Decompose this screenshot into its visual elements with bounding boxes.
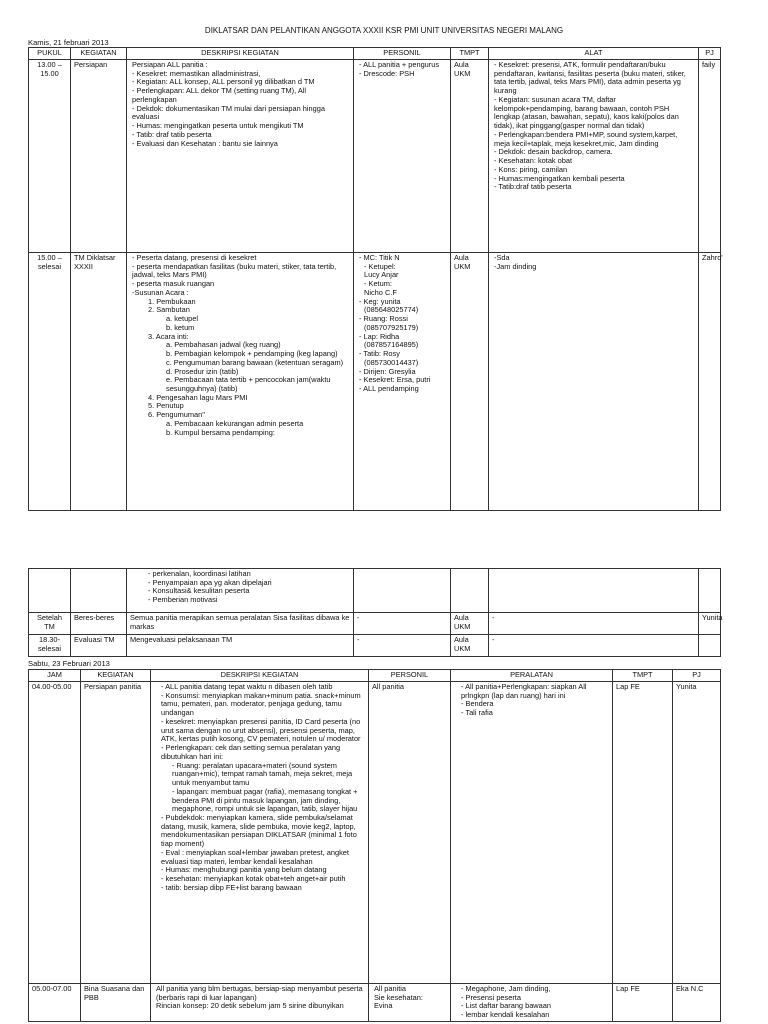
- list-item: b. Kumpul bersama pendamping:: [166, 427, 275, 437]
- list-item: - Pemberian motivasi: [148, 595, 218, 605]
- list-item: -Jam dinding: [494, 261, 537, 271]
- list-item: - Dekdok: desain backdrop, camera.: [494, 147, 613, 157]
- cell-deskripsi: [151, 682, 369, 984]
- cell-tmpt: Aula UKM: [451, 635, 489, 657]
- list-item: - Bendera: [461, 699, 494, 709]
- cell-alat: -: [489, 613, 699, 635]
- list-item: (087857164895): [364, 340, 419, 350]
- list-item: c. Pengumuman barang bawaan (ketentuan seragam): [166, 357, 344, 367]
- list-item: - perkenalan, koordinasi latihan: [148, 569, 251, 578]
- col-header-pukul: PUKUL: [29, 48, 71, 60]
- table-row: [29, 682, 721, 984]
- list-item: - All panitia+Perlengkapan: siapkan All prlngkpn (lap dan ruang) hari ini: [461, 682, 587, 700]
- list-item: 6. Pengumuman": [148, 410, 205, 420]
- list-item: a. Pembacaan kekurangan admin peserta: [166, 418, 304, 428]
- cell-deskripsi: [127, 569, 354, 613]
- day-label-sabtu: Sabtu, 23 Februari 2013: [28, 659, 110, 668]
- cell-pukul: 18.30- selesai: [29, 635, 71, 657]
- cell-personil: [354, 253, 451, 511]
- cell-tmpt: Aula UKM: [451, 253, 489, 511]
- cell-pj: faily: [699, 60, 721, 253]
- list-item: - Ketupel:: [364, 261, 396, 271]
- list-item: - peserta masuk ruangan: [132, 279, 215, 289]
- list-item: - Perlengkapan:bendera PMI+MP, sound system,karpet, meja kecil+taplak, meja kesekret,mic, Jam dinding: [494, 129, 678, 148]
- list-item: - Kegiatan: ALL konsep, ALL personil yg dilibatkan d TM: [132, 77, 315, 87]
- list-item: - Tali rafia: [461, 708, 493, 718]
- cell-pj: Eka N.C: [673, 984, 721, 1022]
- list-item: - Ruang: Rossi: [359, 314, 408, 324]
- list-item: - Humas:mengingatkan kembali peserta: [494, 173, 625, 183]
- col-header-deskripsi: DESKRIPSI KEGIATAN: [127, 48, 354, 60]
- list-item: - List daftar barang bawaan: [461, 1001, 551, 1011]
- list-item: - Kesekret: presensi, ATK, formulir pendaftaran/buku pendaftaran, kwitansi, fasilitas peserta (buku materi, stiker, tata tertib, jadwal, teks Mars PMI), data admin peserta yg kurang: [494, 60, 686, 96]
- list-item: Lucy Anjar: [364, 270, 399, 280]
- list-item: - Eval : menyiapkan soal+lembar jawaban pretest, angket evaluasi tiap materi, lembar kendali kesalahan: [161, 847, 349, 866]
- col-header-deskripsi: DESKRIPSI KEGIATAN: [151, 670, 369, 682]
- table-row: [29, 60, 721, 253]
- list-item: - Kesekret: memastikan alladministrasi,: [132, 68, 261, 78]
- cell-pj: Zahro': [699, 253, 721, 511]
- list-item: -Susunan Acara :: [132, 287, 189, 297]
- cell-pj: Yunita: [673, 682, 721, 984]
- list-item: - Dekdok: dokumentasikan TM mulai dari persiapan hingga evaluasi: [132, 103, 325, 122]
- list-item: - Ruang: peralatan upacara+materi (sound system ruangan+mic), tempat ramah tamah, meja sekret, meja untuk menyambut tamu: [172, 760, 353, 788]
- list-item: e. Pembacaan tata tertib + pencocokan jam(waktu sesungguhnya) (tatib): [166, 375, 331, 394]
- list-item: - ALL panitia + pengurus: [359, 60, 440, 69]
- list-item: -Sda: [494, 253, 510, 262]
- list-item: - tatib: bersiap dibp FE+list barang bawaan: [161, 882, 302, 892]
- cell-pj: [699, 569, 721, 613]
- cell-kegiatan: Bina Suasana dan PBB: [81, 984, 151, 1022]
- cell-deskripsi: [127, 253, 354, 511]
- list-item: - Humas: mengingatkan peserta untuk mengikuti TM: [132, 121, 304, 131]
- page-break: [0, 513, 768, 567]
- list-item: - Tatib: Rosy: [359, 349, 400, 359]
- col-header-personil: PERSONIL: [369, 670, 451, 682]
- table-row: [29, 569, 721, 613]
- list-item: 2. Sambutan: [148, 305, 190, 315]
- cell-pj: [699, 635, 721, 657]
- list-item: 3. Acara inti:: [148, 331, 189, 341]
- list-item: b. ketum: [166, 322, 195, 332]
- list-item: - MC: Titik N: [359, 253, 400, 262]
- cell-peralatan: [451, 682, 613, 984]
- cell-kegiatan: Evaluasi TM: [71, 635, 127, 657]
- list-item: d. Prosedur izin (tatib): [166, 366, 239, 376]
- list-item: - Penyampaian apa yg akan dipelajari: [148, 577, 272, 587]
- list-item: - Kesehatan: kotak obat: [494, 156, 573, 166]
- cell-tmpt: Lap FE: [613, 682, 673, 984]
- list-item: - lapangan: membuat pagar (rafia), memasang tongkat + bendera PMI di pintu masuk lapangan, jam dinding, megaphone, rompi untuk sie lapangan, tatib, slayer hijau: [172, 786, 358, 814]
- list-item: - lembar kendali kesalahan: [461, 1010, 550, 1020]
- table-header-row: [29, 670, 721, 682]
- list-item: Persiapan ALL panitia :: [132, 60, 208, 69]
- list-item: b. Pembagian kelompok + pendamping (keg lapang): [166, 349, 338, 359]
- cell-personil: -: [354, 635, 451, 657]
- cell-tmpt: Aula UKM: [451, 613, 489, 635]
- list-item: 5. Penutup: [148, 401, 184, 411]
- table-row: [29, 613, 721, 635]
- cell-pukul: 15.00 – selesai: [29, 253, 71, 511]
- cell-kegiatan: Persiapan panitia: [81, 682, 151, 984]
- list-item: - ALL panitia datang tepat waktu n dibasen oleh tatib: [161, 682, 333, 691]
- col-header-tmpt: TMPT: [613, 670, 673, 682]
- cell-jam: 05.00-07.00: [29, 984, 81, 1022]
- list-item: - Perlengkapan: ALL dekor TM (setting ruang TM), All perlengkapan: [132, 86, 307, 104]
- list-item: Nicho C.F: [364, 287, 397, 297]
- col-header-pj: PJ: [699, 48, 721, 60]
- document-title: DIKLATSAR DAN PELANTIKAN ANGGOTA XXXII KSR PMI UNIT UNIVERSITAS NEGERI MALANG: [204, 26, 564, 35]
- list-item: - kesekret: menyiapkan presensi panitia, ID Card peserta (no urut sama dengan no urut absensi), presensi peserta, map, ATK, kertas putih kosong, CV pemateri, notulen u/ moderator: [161, 716, 361, 744]
- list-item: a. Pembahasan jadwal (keg ruang): [166, 340, 281, 350]
- cell-deskripsi: Mengevaluasi pelaksanaan TM: [127, 635, 354, 657]
- list-item: - Konsultasi& kesulitan peserta: [148, 586, 250, 596]
- schedule-table-sabtu: [28, 669, 721, 1022]
- cell-kegiatan: [71, 569, 127, 613]
- list-item: 1. Pembukaan: [148, 296, 196, 306]
- schedule-table-kamis: [28, 47, 721, 511]
- table-row: [29, 253, 721, 511]
- table-row: [29, 635, 721, 657]
- cell-deskripsi: Semua panitia merapikan semua peralatan Sisa fasilitas dibawa ke markas: [127, 613, 354, 635]
- cell-kegiatan: TM Diklatsar XXXII: [71, 253, 127, 511]
- cell-alat: [489, 569, 699, 613]
- col-header-peralatan: PERALATAN: [451, 670, 613, 682]
- list-item: - Pubdekdok: menyiapkan kamera, slide pembuka/selamat datang, musik, kamera, slide pembuka, movie keg2, laptop, mendokumentasikan persiapan DIKLATSAR (minimal 1 foto tiap moment): [161, 813, 357, 849]
- col-header-personil: PERSONIL: [354, 48, 451, 60]
- list-item: All panitia: [374, 984, 407, 993]
- day-label-kamis: Kamis, 21 februari 2013: [28, 38, 109, 47]
- list-item: - kesehatan: menyiapkan kotak obat+teh anget+air putih: [161, 874, 346, 884]
- cell-tmpt: Aula UKM: [451, 60, 489, 253]
- cell-pj: Yunita: [699, 613, 721, 635]
- list-item: All panitia yang blm bertugas, bersiap-siap menyambut peserta (berbaris rapi di luar lapangan): [156, 984, 363, 1002]
- list-item: - Tatib:draf tatib peserta: [494, 182, 572, 192]
- list-item: Sie kesehatan:: [374, 992, 423, 1002]
- table-header-row: [29, 48, 721, 60]
- list-item: 4. Pengesahan lagu Mars PMI: [148, 392, 248, 402]
- list-item: - Humas: menghubungi panitia yang belum datang: [161, 865, 327, 875]
- list-item: - Tatib: draf tatib peserta: [132, 129, 212, 139]
- list-item: - ALL pendamping: [359, 384, 419, 394]
- list-item: - Keg: yunita: [359, 296, 401, 306]
- list-item: - Kegiatan: susunan acara TM, daftar kelompok+pendamping, barang bawaan, contoh PSH lengkap (atasan, bawahan, sepatu), kaos kaki(polos dan tidak), ikat pinggang(gasper normal dan tidak): [494, 94, 679, 131]
- cell-tmpt: Lap FE: [613, 984, 673, 1022]
- cell-deskripsi: [151, 984, 369, 1022]
- list-item: - Perlengkapan: cek dan setting semua peralatan yang dibutuhkan hari ini:: [161, 743, 341, 761]
- cell-personil: [354, 60, 451, 253]
- col-header-pj: PJ: [673, 670, 721, 682]
- cell-jam: 04.00-05.00: [29, 682, 81, 984]
- list-item: - Lap: Ridha: [359, 331, 400, 341]
- cell-alat: [489, 253, 699, 511]
- cell-tmpt: [451, 569, 489, 613]
- list-item: - Kons: piring, camilan: [494, 164, 568, 174]
- list-item: - Evaluasi dan Kesehatan : bantu sie lainnya: [132, 138, 278, 148]
- col-header-kegiatan: KEGIATAN: [81, 670, 151, 682]
- col-header-kegiatan: KEGIATAN: [71, 48, 127, 60]
- list-item: - Megaphone, Jam dinding,: [461, 984, 551, 993]
- list-item: a. ketupel: [166, 314, 199, 324]
- list-item: - Peserta datang, presensi di kesekret: [132, 253, 257, 262]
- cell-deskripsi: [127, 60, 354, 253]
- schedule-table-kamis-continued: [28, 568, 721, 657]
- list-item: - peserta mendapatkan fasilitas (buku materi, stiker, tata tertib, jadwal, teks Mars PMI): [132, 261, 337, 280]
- col-header-alat: ALAT: [489, 48, 699, 60]
- cell-kegiatan: Beres-beres: [71, 613, 127, 635]
- list-item: Rincian konsep: 20 detik sebelum jam 5 sirine dibunyikan: [156, 1001, 344, 1011]
- cell-alat: [489, 60, 699, 253]
- cell-alat: -: [489, 635, 699, 657]
- col-header-jam: JAM: [29, 670, 81, 682]
- table-row: [29, 984, 721, 1022]
- cell-kegiatan: Persiapan: [71, 60, 127, 253]
- list-item: - Presensi peserta: [461, 992, 521, 1002]
- list-item: - Ketum:: [364, 279, 392, 289]
- list-item: (085648025774): [364, 305, 419, 315]
- list-item: (085707925179): [364, 322, 419, 332]
- col-header-tmpt: TMPT: [451, 48, 489, 60]
- cell-pukul: [29, 569, 71, 613]
- cell-peralatan: [451, 984, 613, 1022]
- list-item: Evina: [374, 1001, 393, 1011]
- cell-personil: [369, 984, 451, 1022]
- list-item: - Kesekret: Ersa, putri: [359, 375, 431, 385]
- cell-personil: All panitia: [369, 682, 451, 984]
- cell-personil: [354, 569, 451, 613]
- cell-pukul: 13.00 – 15.00: [29, 60, 71, 253]
- list-item: - Konsumsi: menyiapkan makan+minum patia. snack+minum tamu, pemateri, pan. moderator, penjaga gedung, tamu undangan: [161, 690, 361, 718]
- cell-pukul: Setelah TM: [29, 613, 71, 635]
- list-item: (085730014437): [364, 357, 419, 367]
- cell-personil: -: [354, 613, 451, 635]
- list-item: - Dirijen: Gresylia: [359, 366, 416, 376]
- list-item: - Drescode: PSH: [359, 68, 415, 78]
